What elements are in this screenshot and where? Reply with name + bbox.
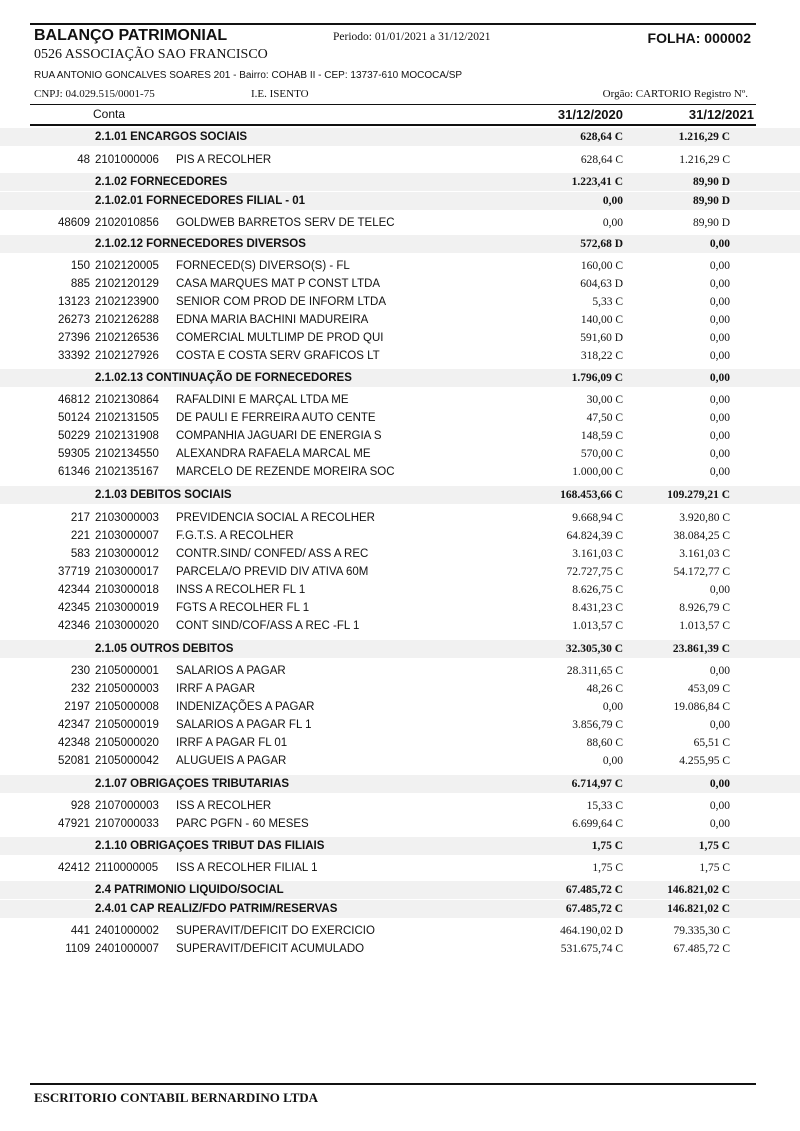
account-code: 2110000005 — [95, 862, 159, 874]
balance-2020: 47,50 C — [586, 412, 623, 424]
account-description: ALEXANDRA RAFAELA MARCAL ME — [176, 448, 371, 460]
balance-2020: 0,00 — [602, 217, 623, 229]
account-number: 33392 — [58, 350, 90, 362]
account-number: 46812 — [58, 394, 90, 406]
account-description: FORNECED(S) DIVERSO(S) - FL — [176, 260, 350, 272]
account-code: 2105000019 — [95, 719, 159, 731]
account-row — [0, 214, 800, 232]
account-number: 48 — [77, 154, 90, 166]
account-description: PARCELA/O PREVID DIV ATIVA 60M — [176, 566, 369, 578]
balance-2020: 318,22 C — [580, 350, 623, 362]
balance-2021: 109.279,21 C — [667, 489, 730, 501]
group-title: 2.1.03 DEBITOS SOCIAIS — [95, 489, 232, 501]
group-header-row — [0, 235, 800, 253]
balance-2021: 8.926,79 C — [679, 602, 730, 614]
account-row — [0, 509, 800, 527]
balance-2021: 0,00 — [709, 238, 730, 250]
balance-2020: 1.796,09 C — [571, 372, 623, 384]
group-header-row — [0, 881, 800, 899]
account-description: COMERCIAL MULTLIMP DE PROD QUI — [176, 332, 384, 344]
group-title: 2.1.01 ENCARGOS SOCIAIS — [95, 131, 248, 143]
balance-2021: 0,00 — [709, 332, 730, 344]
account-code: 2103000018 — [95, 584, 159, 596]
account-number: 221 — [70, 530, 90, 542]
account-description: RAFALDINI E MARÇAL LTDA ME — [176, 394, 349, 406]
account-row — [0, 599, 800, 617]
group-header-row — [0, 192, 800, 210]
column-header-2020: 31/12/2020 — [557, 107, 623, 122]
account-code: 2103000020 — [95, 620, 159, 632]
account-description: FGTS A RECOLHER FL 1 — [176, 602, 310, 614]
balance-2021: 89,90 D — [692, 176, 730, 188]
group-title: 2.1.02.13 CONTINUAÇÃO DE FORNECEDORES — [95, 372, 352, 384]
entity-address: RUA ANTONIO GONCALVES SOARES 201 - Bairro: COHAB II - CEP: 13737-610 MOCOCA/SP — [34, 70, 463, 81]
account-description: PREVIDENCIA SOCIAL A RECOLHER — [176, 512, 375, 524]
balance-2021: 67.485,72 C — [673, 943, 730, 955]
balance-2021: 0,00 — [709, 394, 730, 406]
balance-2020: 464.190,02 D — [560, 925, 623, 937]
balance-2021: 0,00 — [709, 719, 730, 731]
account-code: 2102120005 — [95, 260, 159, 272]
balance-2020: 3.161,03 C — [572, 548, 623, 560]
account-code: 2103000012 — [95, 548, 159, 560]
account-number: 42348 — [58, 737, 90, 749]
account-description: IRRF A PAGAR FL 01 — [176, 737, 288, 749]
account-row — [0, 563, 800, 581]
balance-2021: 79.335,30 C — [673, 925, 730, 937]
balance-2020: 591,60 D — [580, 332, 623, 344]
account-number: 26273 — [58, 314, 90, 326]
balance-2020: 628,64 C — [580, 131, 623, 143]
balance-2020: 30,00 C — [586, 394, 623, 406]
account-number: 583 — [70, 548, 90, 560]
balance-2020: 3.856,79 C — [572, 719, 623, 731]
balance-2020: 1,75 C — [591, 840, 623, 852]
account-row — [0, 922, 800, 940]
account-code: 2102120129 — [95, 278, 159, 290]
account-description: ISS A RECOLHER FILIAL 1 — [176, 862, 318, 874]
account-description: GOLDWEB BARRETOS SERV DE TELEC — [176, 217, 395, 229]
account-description: COSTA E COSTA SERV GRAFICOS LT — [176, 350, 380, 362]
column-header-2021: 31/12/2021 — [688, 107, 754, 122]
account-number: 885 — [70, 278, 90, 290]
account-description: SUPERAVIT/DEFICIT ACUMULADO — [176, 943, 365, 955]
group-header-row — [0, 640, 800, 658]
balance-2021: 453,09 C — [687, 683, 730, 695]
balance-2020: 0,00 — [602, 701, 623, 713]
balance-2020: 0,00 — [602, 755, 623, 767]
balance-2021: 4.255,95 C — [679, 755, 730, 767]
account-number: 217 — [70, 512, 90, 524]
account-code: 2102131908 — [95, 430, 159, 442]
account-row — [0, 617, 800, 635]
group-header-row — [0, 775, 800, 793]
balance-2020: 6.714,97 C — [571, 778, 623, 790]
account-description: EDNA MARIA BACHINI MADUREIRA — [176, 314, 369, 326]
account-code: 2105000020 — [95, 737, 159, 749]
group-title: 2.1.07 OBRIGAÇOES TRIBUTARIAS — [95, 778, 290, 790]
balance-2021: 38.084,25 C — [673, 530, 730, 542]
account-code: 2105000008 — [95, 701, 159, 713]
account-description: COMPANHIA JAGUARI DE ENERGIA S — [176, 430, 382, 442]
balance-2021: 0,00 — [709, 314, 730, 326]
account-description: CASA MARQUES MAT P CONST LTDA — [176, 278, 381, 290]
group-title: 2.1.05 OUTROS DEBITOS — [95, 643, 234, 655]
account-description: IRRF A PAGAR — [176, 683, 256, 695]
account-row — [0, 409, 800, 427]
account-description: ISS A RECOLHER — [176, 800, 272, 812]
account-number: 42347 — [58, 719, 90, 731]
balance-2021: 146.821,02 C — [667, 884, 730, 896]
account-code: 2102131505 — [95, 412, 159, 424]
balance-2020: 9.668,94 C — [572, 512, 623, 524]
account-code: 2102123900 — [95, 296, 159, 308]
balance-2020: 1.013,57 C — [572, 620, 623, 632]
balance-2020: 8.431,23 C — [572, 602, 623, 614]
account-code: 2105000042 — [95, 755, 159, 767]
account-row — [0, 391, 800, 409]
balance-2020: 168.453,66 C — [560, 489, 623, 501]
account-code: 2102135167 — [95, 466, 159, 478]
account-number: 441 — [70, 925, 90, 937]
account-row — [0, 151, 800, 169]
report-period: Periodo: 01/01/2021 a 31/12/2021 — [333, 31, 491, 43]
balance-2021: 0,00 — [709, 350, 730, 362]
account-number: 42344 — [58, 584, 90, 596]
account-description: SALARIOS A PAGAR FL 1 — [176, 719, 312, 731]
account-row — [0, 445, 800, 463]
group-header-row — [0, 900, 800, 918]
account-description: DE PAULI E FERREIRA AUTO CENTE — [176, 412, 376, 424]
balance-2020: 570,00 C — [580, 448, 623, 460]
balance-2021: 1.216,29 C — [679, 154, 730, 166]
balance-2020: 160,00 C — [580, 260, 623, 272]
account-number: 42346 — [58, 620, 90, 632]
account-number: 2197 — [64, 701, 90, 713]
account-number: 52081 — [58, 755, 90, 767]
account-row — [0, 427, 800, 445]
balance-2020: 6.699,64 C — [572, 818, 623, 830]
balance-2020: 67.485,72 C — [565, 884, 623, 896]
balance-2021: 0,00 — [709, 260, 730, 272]
account-code: 2102130864 — [95, 394, 159, 406]
account-code: 2102010856 — [95, 217, 159, 229]
balance-2021: 1,75 C — [699, 862, 730, 874]
balance-2020: 15,33 C — [586, 800, 623, 812]
balance-2021: 89,90 D — [692, 217, 730, 229]
balance-2021: 0,00 — [709, 430, 730, 442]
balance-2020: 572,68 D — [580, 238, 623, 250]
account-code: 2107000033 — [95, 818, 159, 830]
balance-2021: 0,00 — [709, 818, 730, 830]
account-row — [0, 463, 800, 481]
balance-2020: 148,59 C — [580, 430, 623, 442]
account-number: 59305 — [58, 448, 90, 460]
balance-2021: 0,00 — [709, 800, 730, 812]
account-number: 27396 — [58, 332, 90, 344]
entity-organ: Orgão: CARTORIO Registro Nº. — [602, 88, 748, 100]
account-row — [0, 662, 800, 680]
balance-2021: 146.821,02 C — [667, 903, 730, 915]
balance-2020: 1.000,00 C — [572, 466, 623, 478]
account-description: SENIOR COM PROD DE INFORM LTDA — [176, 296, 386, 308]
balance-2020: 48,26 C — [586, 683, 623, 695]
account-number: 1109 — [65, 943, 90, 955]
account-row — [0, 257, 800, 275]
group-header-row — [0, 369, 800, 387]
account-description: CONTR.SIND/ CONFED/ ASS A REC — [176, 548, 369, 560]
balance-2021: 0,00 — [709, 278, 730, 290]
balance-2021: 0,00 — [709, 584, 730, 596]
balance-2021: 0,00 — [709, 466, 730, 478]
footer-company: ESCRITORIO CONTABIL BERNARDINO LTDA — [34, 1090, 319, 1105]
balance-2021: 0,00 — [709, 448, 730, 460]
account-row — [0, 940, 800, 958]
account-code: 2103000007 — [95, 530, 159, 542]
group-title: 2.1.02.01 FORNECEDORES FILIAL - 01 — [95, 195, 306, 207]
account-code: 2102134550 — [95, 448, 159, 460]
balance-2021: 3.920,80 C — [679, 512, 730, 524]
group-title: 2.1.02.12 FORNECEDORES DIVERSOS — [95, 238, 306, 250]
group-title: 2.1.02 FORNECEDORES — [95, 176, 228, 188]
account-number: 928 — [70, 800, 90, 812]
balance-2021: 0,00 — [709, 412, 730, 424]
account-number: 47921 — [58, 818, 90, 830]
account-row — [0, 859, 800, 877]
balance-2021: 19.086,84 C — [673, 701, 730, 713]
account-number: 150 — [70, 260, 90, 272]
account-row — [0, 680, 800, 698]
group-header-row — [0, 173, 800, 191]
account-number: 61346 — [58, 466, 90, 478]
account-code: 2102126536 — [95, 332, 159, 344]
balance-2020: 604,63 D — [580, 278, 623, 290]
balance-2020: 88,60 C — [586, 737, 623, 749]
balance-2021: 65,51 C — [693, 737, 730, 749]
account-number: 232 — [70, 683, 90, 695]
account-description: INSS A RECOLHER FL 1 — [176, 584, 306, 596]
account-row — [0, 716, 800, 734]
account-description: PIS A RECOLHER — [176, 154, 272, 166]
account-number: 42345 — [58, 602, 90, 614]
balance-2020: 32.305,30 C — [565, 643, 623, 655]
group-title: 2.1.10 OBRIGAÇOES TRIBUT DAS FILIAIS — [95, 840, 325, 852]
account-description: SUPERAVIT/DEFICIT DO EXERCICIO — [176, 925, 375, 937]
account-code: 2102127926 — [95, 350, 159, 362]
account-row — [0, 698, 800, 716]
account-row — [0, 527, 800, 545]
account-number: 48609 — [58, 217, 90, 229]
account-number: 37719 — [58, 566, 90, 578]
column-header-conta: Conta — [93, 107, 126, 121]
account-description: SALARIOS A PAGAR — [176, 665, 286, 677]
balance-2021: 1.216,29 C — [678, 131, 730, 143]
balance-2021: 89,90 D — [692, 195, 730, 207]
account-number: 50124 — [58, 412, 90, 424]
account-code: 2401000002 — [95, 925, 159, 937]
balance-2020: 0,00 — [602, 195, 623, 207]
account-description: INDENIZAÇÕES A PAGAR — [176, 701, 315, 713]
account-description: MARCELO DE REZENDE MOREIRA SOC — [176, 466, 395, 478]
balance-2020: 64.824,39 C — [566, 530, 623, 542]
group-header-row — [0, 128, 800, 146]
account-code: 2102126288 — [95, 314, 159, 326]
balance-2020: 140,00 C — [580, 314, 623, 326]
balance-2021: 0,00 — [709, 372, 730, 384]
entity-cnpj: CNPJ: 04.029.515/0001-75 — [34, 88, 155, 100]
report-title: BALANÇO PATRIMONIAL — [34, 27, 228, 44]
sheet-number: FOLHA: 000002 — [647, 30, 751, 46]
account-code: 2107000003 — [95, 800, 159, 812]
group-header-row — [0, 486, 800, 504]
balance-2020: 28.311,65 C — [566, 665, 623, 677]
account-description: CONT SIND/COF/ASS A REC -FL 1 — [176, 620, 360, 632]
account-code: 2103000019 — [95, 602, 159, 614]
balance-2020: 1.223,41 C — [571, 176, 623, 188]
account-code: 2103000003 — [95, 512, 159, 524]
account-number: 230 — [70, 665, 90, 677]
account-row — [0, 815, 800, 833]
balance-2020: 8.626,75 C — [572, 584, 623, 596]
footer-rule — [30, 1083, 756, 1085]
balance-2020: 628,64 C — [580, 154, 623, 166]
balance-2021: 0,00 — [709, 296, 730, 308]
account-number: 13123 — [58, 296, 90, 308]
group-title: 2.4 PATRIMONIO LIQUIDO/SOCIAL — [95, 884, 284, 896]
account-description: ALUGUEIS A PAGAR — [176, 755, 287, 767]
balance-2020: 1,75 C — [592, 862, 623, 874]
balance-2021: 1,75 C — [698, 840, 730, 852]
account-code: 2103000017 — [95, 566, 159, 578]
account-number: 50229 — [58, 430, 90, 442]
account-code: 2105000001 — [95, 665, 159, 677]
group-header-row — [0, 837, 800, 855]
account-description: PARC PGFN - 60 MESES — [176, 818, 309, 830]
account-row — [0, 275, 800, 293]
balance-2021: 23.861,39 C — [672, 643, 730, 655]
balance-2021: 54.172,77 C — [673, 566, 730, 578]
account-code: 2401000007 — [95, 943, 159, 955]
balance-2021: 1.013,57 C — [679, 620, 730, 632]
account-row — [0, 347, 800, 365]
balance-2020: 67.485,72 C — [565, 903, 623, 915]
balance-2021: 0,00 — [709, 665, 730, 677]
account-description: F.G.T.S. A RECOLHER — [176, 530, 294, 542]
entity-name: 0526 ASSOCIAÇÃO SAO FRANCISCO — [34, 47, 268, 62]
account-code: 2105000003 — [95, 683, 159, 695]
account-row — [0, 329, 800, 347]
account-code: 2101000006 — [95, 154, 159, 166]
account-row — [0, 734, 800, 752]
entity-ie: I.E. ISENTO — [251, 88, 309, 100]
account-row — [0, 311, 800, 329]
balance-2021: 0,00 — [709, 778, 730, 790]
account-row — [0, 545, 800, 563]
group-title: 2.4.01 CAP REALIZ/FDO PATRIM/RESERVAS — [95, 903, 338, 915]
balance-2021: 3.161,03 C — [679, 548, 730, 560]
balance-2020: 5,33 C — [592, 296, 623, 308]
account-row — [0, 752, 800, 770]
account-row — [0, 797, 800, 815]
balance-2020: 72.727,75 C — [566, 566, 623, 578]
account-row — [0, 581, 800, 599]
account-row — [0, 293, 800, 311]
balance-2020: 531.675,74 C — [560, 943, 623, 955]
account-number: 42412 — [58, 862, 90, 874]
